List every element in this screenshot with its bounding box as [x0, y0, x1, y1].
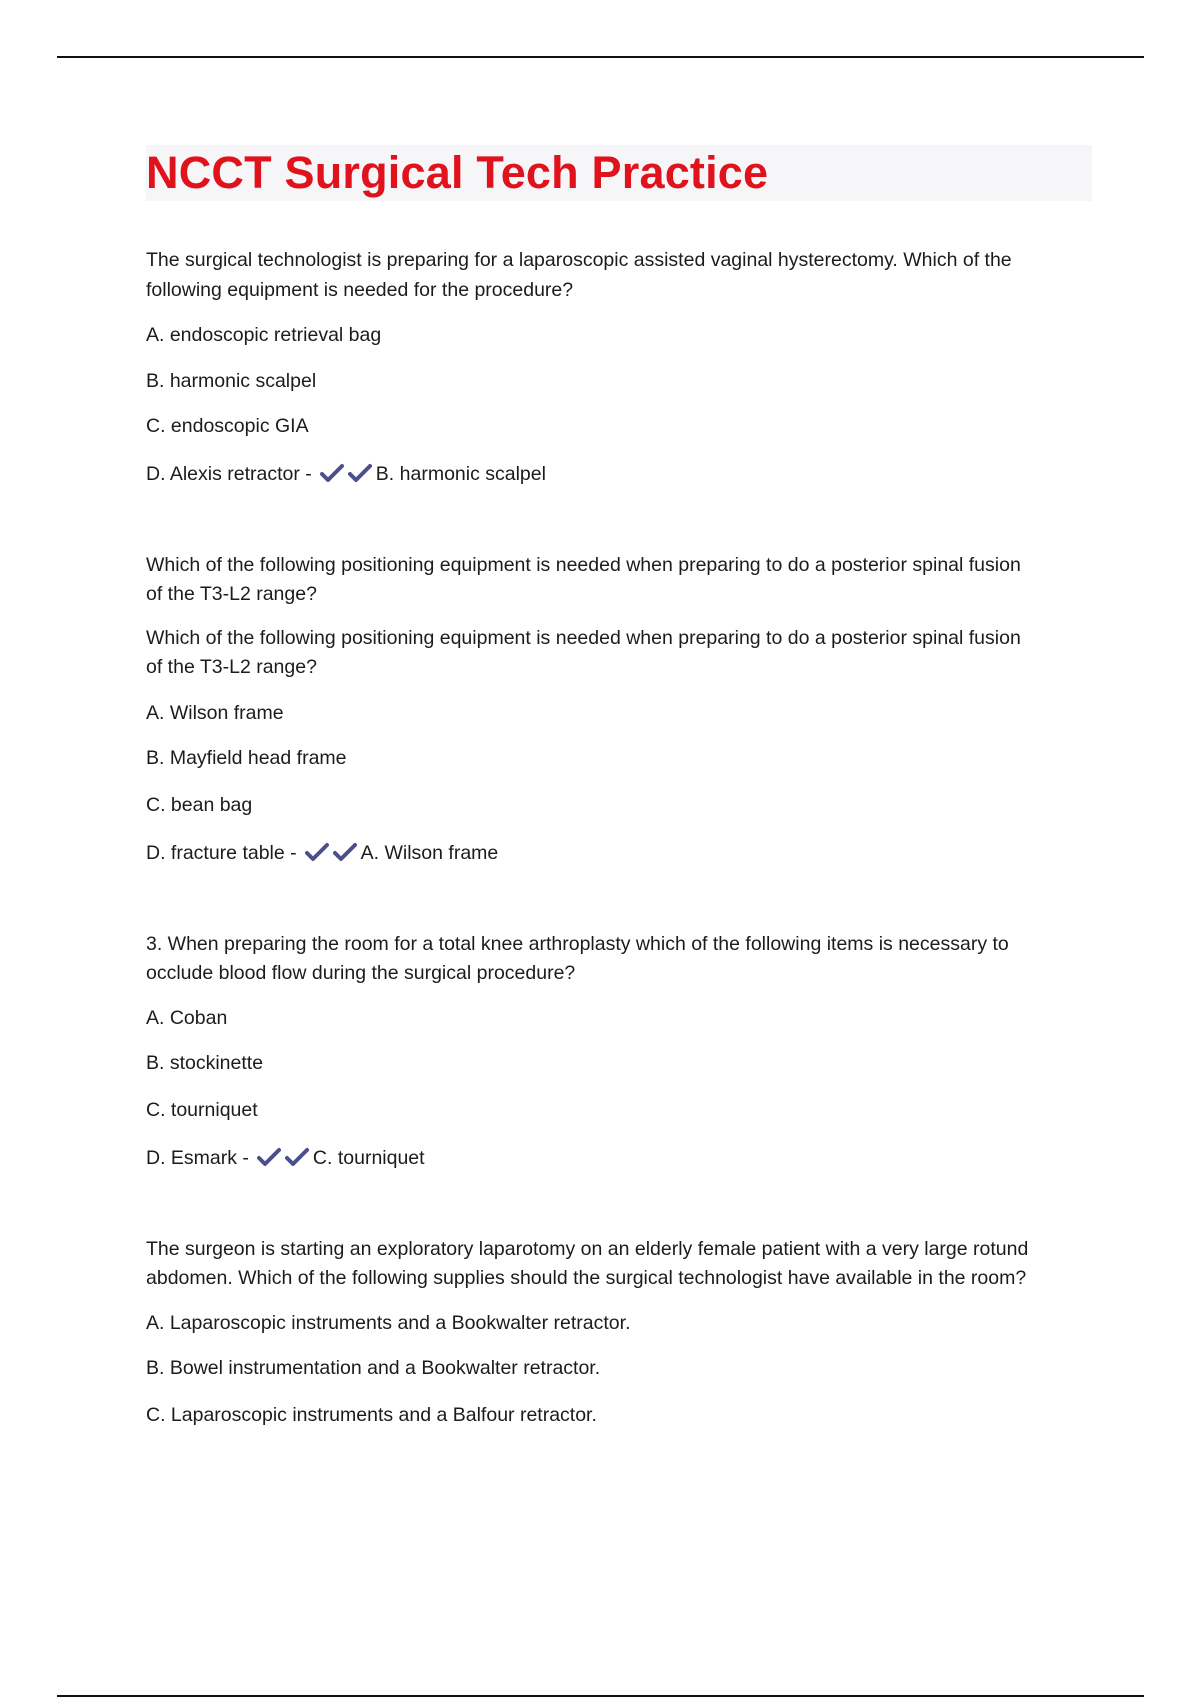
question-2-text-line-1: Which of the following positioning equipment is needed when preparing to do a posterior spinal fusion [146, 554, 1021, 576]
checkmark-icon [333, 842, 359, 864]
checkmark-icon [348, 463, 374, 485]
question-1-option-d: D. Alexis retractor - [146, 463, 312, 485]
question-4-option-c: C. Laparoscopic instruments and a Balfour retractor. [146, 1404, 597, 1426]
checkmark-icon [320, 463, 346, 485]
question-1-option-b: B. harmonic scalpel [146, 370, 317, 392]
question-1-option-a: A. endoscopic retrieval bag [146, 324, 382, 346]
question-2-option-b: B. Mayfield head frame [146, 747, 347, 769]
question-3-option-c: C. tourniquet [146, 1099, 258, 1121]
question-1-answer-line [146, 460, 546, 488]
question-3-option-a: A. Coban [146, 1007, 228, 1029]
question-1-text-line-2: following equipment is needed for the procedure? [146, 279, 574, 301]
question-2-text-line-4: of the T3-L2 range? [146, 656, 317, 678]
question-3-option-b: B. stockinette [146, 1052, 264, 1074]
question-3-option-d: D. Esmark - [146, 1147, 249, 1169]
question-1-answer: B. harmonic scalpel [375, 463, 546, 485]
question-1-option-c: C. endoscopic GIA [146, 415, 309, 437]
question-3-answer-line [146, 1144, 425, 1172]
checkmark-icon [285, 1147, 311, 1169]
question-2-option-c: C. bean bag [146, 794, 253, 816]
question-3-text-line-1: 3. When preparing the room for a total knee arthroplasty which of the following items is necessary to [146, 933, 1009, 955]
checkmark-icon [305, 842, 331, 864]
question-2-option-d: D. fracture table - [146, 842, 297, 864]
question-4-option-a: A. Laparoscopic instruments and a Bookwalter retractor. [146, 1312, 631, 1334]
question-3-answer: C. tourniquet [312, 1147, 425, 1169]
question-2-answer: A. Wilson frame [360, 842, 499, 864]
checkmark-icon [257, 1147, 283, 1169]
top-rule [57, 56, 1144, 58]
bottom-rule [57, 1695, 1144, 1697]
question-4-option-b: B. Bowel instrumentation and a Bookwalter retractor. [146, 1357, 601, 1379]
question-3-text-line-2: occlude blood flow during the surgical procedure? [146, 962, 576, 984]
question-2-text-line-2: of the T3-L2 range? [146, 583, 317, 605]
question-4-text-line-2: abdomen. Which of the following supplies should the surgical technologist have available in the room? [146, 1267, 1027, 1289]
question-2-option-a: A. Wilson frame [146, 702, 284, 724]
document-title: NCCT Surgical Tech Practice [146, 147, 769, 198]
question-4-text-line-1: The surgeon is starting an exploratory laparotomy on an elderly female patient with a very large rotund [146, 1238, 1029, 1260]
question-2-text-line-3: Which of the following positioning equipment is needed when preparing to do a posterior spinal fusion [146, 627, 1021, 649]
question-2-answer-line [146, 839, 498, 867]
question-1-text-line-1: The surgical technologist is preparing for a laparoscopic assisted vaginal hysterectomy. Which of the [146, 249, 1012, 271]
